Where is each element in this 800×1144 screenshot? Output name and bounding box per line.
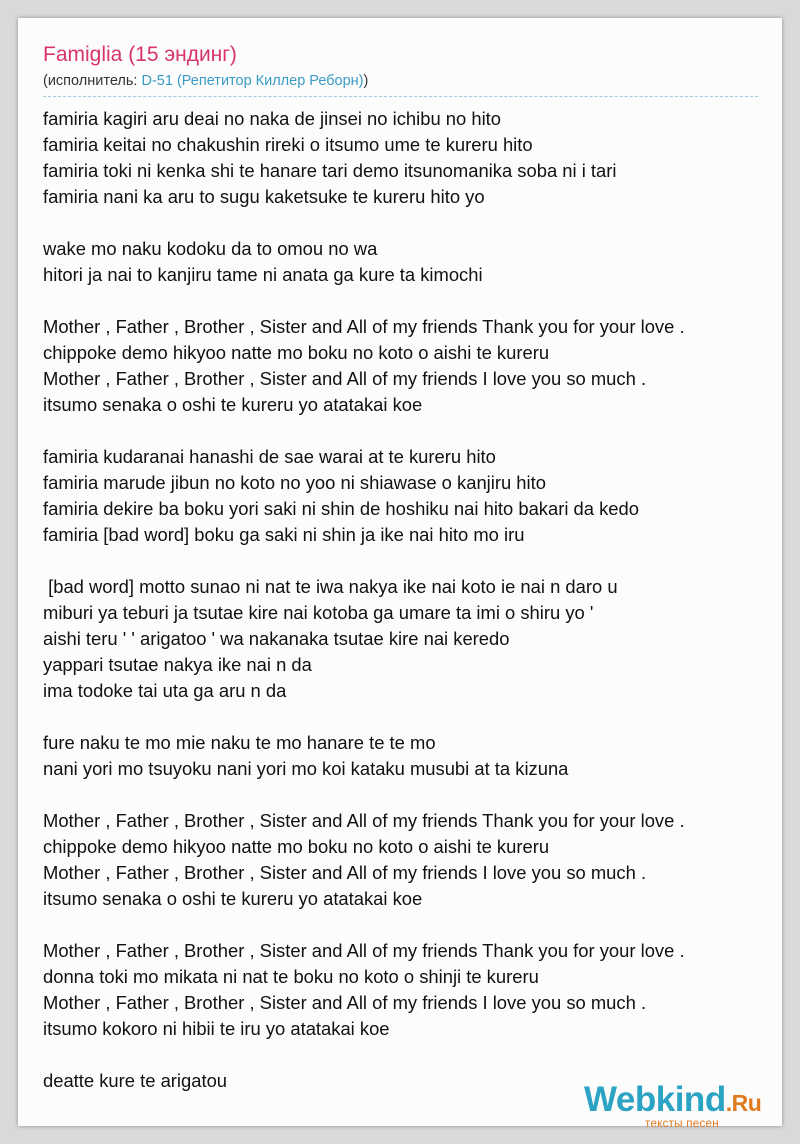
lyric-line: Mother , Father , Brother , Sister and All of my friends I love you so much . — [43, 368, 647, 389]
lyric-line: Mother , Father , Brother , Sister and All of my friends I love you so much . — [43, 992, 647, 1013]
divider — [43, 96, 758, 97]
lyric-line — [43, 418, 778, 444]
lyric-line: itsumo kokoro ni hibii te iru yo atatakai koe — [43, 1018, 390, 1039]
lyric-line: Mother , Father , Brother , Sister and All of my friends Thank you for your love . — [43, 940, 685, 961]
lyric-line: Mother , Father , Brother , Sister and All of my friends Thank you for your love . — [43, 810, 685, 831]
lyric-line — [43, 704, 778, 730]
lyric-line: yappari tsutae nakya ike nai n da — [43, 654, 312, 675]
lyric-line — [43, 548, 778, 574]
webkind-logo — [584, 1081, 761, 1122]
lyric-line: chippoke demo hikyoo natte mo boku no koto o aishi te kureru — [43, 836, 550, 857]
lyric-line: itsumo senaka o oshi te kureru yo atatakai koe — [43, 888, 423, 909]
logo-tagline: тексты песен — [645, 1118, 719, 1130]
lyric-line: famiria kagiri aru deai no naka de jinsei no ichibu no hito — [43, 108, 501, 129]
lyric-line: chippoke demo hikyoo natte mo boku no koto o aishi te kureru — [43, 342, 550, 363]
lyric-line: famiria toki ni kenka shi te hanare tari demo itsunomanika soba ni i tari — [43, 160, 617, 181]
artist-line — [43, 73, 368, 89]
lyrics-sheet — [18, 18, 782, 1130]
lyric-line — [43, 912, 778, 938]
lyric-line: donna toki mo mikata ni nat te boku no koto o shinji te kureru — [43, 966, 539, 987]
lyric-line: famiria [bad word] boku ga saki ni shin ja ike nai hito mo iru — [43, 524, 525, 545]
lyric-line: Mother , Father , Brother , Sister and All of my friends I love you so much . — [43, 862, 647, 883]
lyric-line: fure naku te mo mie naku te mo hanare te te mo — [43, 732, 436, 753]
artist-suffix: ) — [363, 73, 369, 89]
lyric-line — [43, 210, 778, 236]
lyric-line: hitori ja nai to kanjiru tame ni anata ga kure ta kimochi — [43, 264, 483, 285]
lyric-line: ima todoke tai uta ga aru n da — [43, 680, 287, 701]
lyric-line: itsumo senaka o oshi te kureru yo atatakai koe — [43, 394, 423, 415]
lyrics-body — [43, 106, 778, 1094]
lyric-line: wake mo naku kodoku da to omou no wa — [43, 238, 378, 259]
logo-tld: .Ru — [725, 1090, 762, 1116]
lyric-line — [43, 1042, 778, 1068]
lyric-line: famiria marude jibun no koto no yoo ni shiawase o kanjiru hito — [43, 472, 546, 493]
lyric-line: deatte kure te arigatou — [43, 1070, 228, 1091]
lyric-line: [bad word] motto sunao ni nat te iwa nakya ike nai koto ie nai n daro u — [43, 576, 618, 597]
lyric-line: famiria dekire ba boku yori saki ni shin de hoshiku nai hito bakari da kedo — [43, 498, 639, 519]
artist-prefix: (исполнитель: — [43, 73, 142, 89]
lyric-line: nani yori mo tsuyoku nani yori mo koi kataku musubi at ta kizuna — [43, 758, 569, 779]
song-title: Famiglia (15 эндинг) — [43, 43, 237, 66]
lyric-line — [43, 288, 778, 314]
artist-link[interactable]: D-51 (Репетитор Киллер Реборн) — [141, 73, 364, 89]
lyric-line: aishi teru ' ' arigatoo ' wa nakanaka tsutae kire nai keredo — [43, 628, 510, 649]
lyric-line: Mother , Father , Brother , Sister and All of my friends Thank you for your love . — [43, 316, 685, 337]
logo-brand: Webkind — [584, 1080, 726, 1119]
lyric-line: miburi ya teburi ja tsutae kire nai kotoba ga umare ta imi o shiru yo ' — [43, 602, 594, 623]
lyric-line: famiria keitai no chakushin rireki o itsumo ume te kureru hito — [43, 134, 533, 155]
lyric-line: famiria nani ka aru to sugu kaketsuke te kureru hito yo — [43, 186, 485, 207]
lyric-line — [43, 782, 778, 808]
lyric-line: famiria kudaranai hanashi de sae warai at te kureru hito — [43, 446, 496, 467]
